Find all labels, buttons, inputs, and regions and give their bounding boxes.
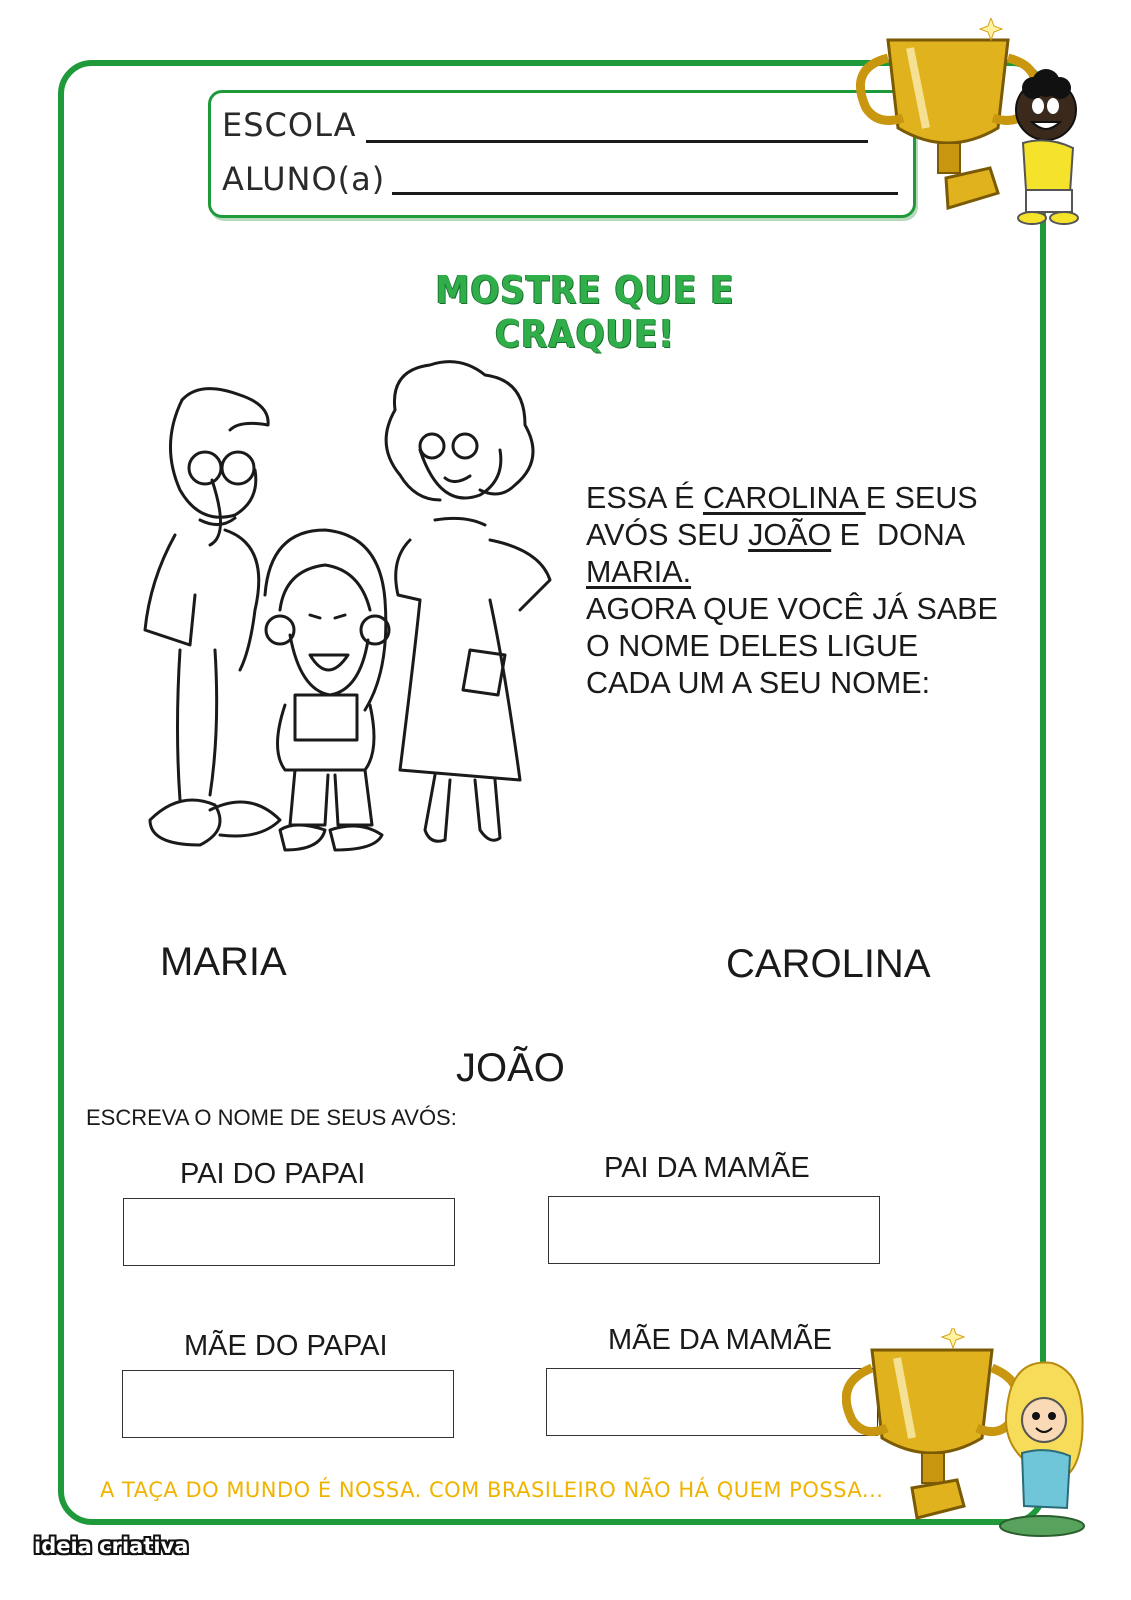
girl-figure <box>265 530 389 850</box>
name-joao[interactable]: JOÃO <box>456 1046 565 1090</box>
label-mae-do-papai: MÃE DO PAPAI <box>184 1330 388 1362</box>
page-title: MOSTRE QUE E CRAQUE! <box>435 268 735 356</box>
school-label: ESCOLA <box>222 106 357 144</box>
trophy-girl-illustration <box>842 1328 1092 1540</box>
intro-name-carolina: CAROLINA <box>702 481 866 515</box>
intro-text: AVÓS SEU <box>586 518 749 552</box>
intro-line-1 <box>586 480 1056 517</box>
student-label: ALUNO(a) <box>222 160 386 198</box>
intro-text: E SEUS <box>865 481 978 515</box>
input-mae-do-papai[interactable] <box>122 1370 454 1438</box>
label-pai-da-mamae: PAI DA MAMÃE <box>604 1152 810 1184</box>
name-maria[interactable]: MARIA <box>160 940 287 984</box>
input-mae-da-mamae[interactable] <box>546 1368 878 1436</box>
boy-icon <box>1016 69 1078 224</box>
brand-logo: ideia criativa <box>34 1534 189 1558</box>
label-pai-do-papai: PAI DO PAPAI <box>180 1158 366 1190</box>
girl-icon <box>1000 1363 1084 1536</box>
grandpa-figure <box>145 389 280 845</box>
intro-line-6: CADA UM A SEU NOME: <box>586 666 931 700</box>
trophy-icon <box>860 18 1035 208</box>
intro-paragraph <box>586 480 1056 702</box>
intro-line-5: O NOME DELES LIGUE <box>586 629 919 663</box>
intro-name-maria: MARIA. <box>586 555 692 589</box>
intro-line-2 <box>586 517 1056 554</box>
family-illustration <box>120 350 570 870</box>
student-line[interactable] <box>392 192 898 195</box>
input-pai-do-papai[interactable] <box>123 1198 455 1266</box>
intro-text: E DONA <box>831 518 966 552</box>
footer-slogan: A TAÇA DO MUNDO É NOSSA. COM BRASILEIRO NÃO HÁ QUEM POSSA... <box>100 1478 884 1502</box>
trophy-boy-illustration <box>848 18 1080 230</box>
grandma-figure <box>386 362 550 842</box>
label-mae-da-mamae: MÃE DA MAMÃE <box>608 1324 832 1356</box>
intro-line-4: AGORA QUE VOCÊ JÁ SABE <box>586 592 998 626</box>
input-pai-da-mamae[interactable] <box>548 1196 880 1264</box>
name-carolina[interactable]: CAROLINA <box>726 942 931 986</box>
write-instruction: ESCREVA O NOME DE SEUS AVÓS: <box>86 1105 457 1130</box>
intro-text: ESSA É <box>586 481 703 515</box>
intro-name-joao: JOÃO <box>748 518 832 552</box>
intro-line-3 <box>586 554 1056 591</box>
school-line[interactable] <box>366 140 868 143</box>
